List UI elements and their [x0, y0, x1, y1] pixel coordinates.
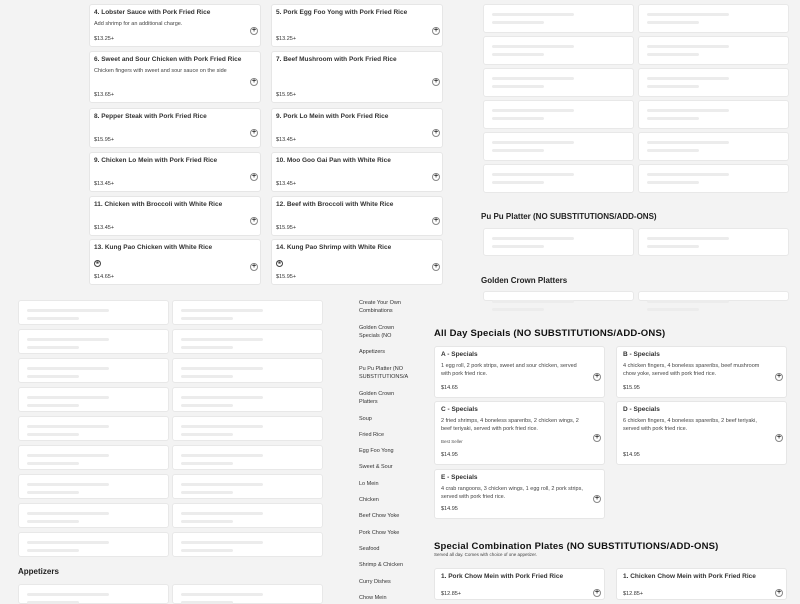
- placeholder-card: [172, 387, 323, 412]
- plus-icon[interactable]: +: [594, 589, 600, 596]
- menu-item-price: $13.25+: [276, 36, 297, 42]
- nav-item[interactable]: Curry Dishes: [359, 579, 391, 585]
- special-card[interactable]: [616, 346, 787, 398]
- menu-item-price: $13.45+: [94, 181, 115, 187]
- nav-item[interactable]: Beef Chow Yoke: [359, 513, 400, 519]
- plus-icon[interactable]: +: [433, 263, 439, 270]
- plus-icon[interactable]: +: [433, 78, 439, 85]
- plus-icon[interactable]: +: [433, 129, 439, 136]
- menu-item-price: $13.45+: [276, 137, 297, 143]
- menu-item-name: 7. Beef Mushroom with Pork Fried Rice: [276, 56, 397, 63]
- menu-item-card[interactable]: [89, 4, 261, 47]
- placeholder-card: [18, 584, 169, 604]
- placeholder-card: [483, 100, 634, 129]
- placeholder-card: [172, 532, 323, 557]
- placeholder-card: [18, 387, 169, 412]
- chili-icon: ❀: [95, 260, 100, 266]
- nav-item[interactable]: Soup: [359, 416, 372, 422]
- placeholder-card: [638, 68, 789, 97]
- nav-item[interactable]: Lo Mein: [359, 481, 379, 487]
- special-price: $14.65: [441, 385, 458, 391]
- combo-card[interactable]: [616, 568, 787, 600]
- menu-item-name: 12. Beef with Broccoli with White Rice: [276, 201, 394, 208]
- plus-icon[interactable]: +: [251, 217, 257, 224]
- nav-item[interactable]: Appetizers: [359, 349, 385, 355]
- nav-item[interactable]: Pork Chow Yoke: [359, 530, 400, 536]
- placeholder-card: [172, 445, 323, 470]
- menu-item-card[interactable]: [271, 51, 443, 103]
- plus-icon[interactable]: +: [251, 263, 257, 270]
- section-title-golden-crown-platters: Golden Crown Platters: [481, 276, 568, 285]
- combo-name: 1. Chicken Chow Mein with Pork Fried Rice: [623, 573, 756, 580]
- menu-item-price: $15.95+: [94, 137, 115, 143]
- nav-item[interactable]: Chow Mein: [359, 595, 387, 601]
- best-seller-badge: Best Seller: [441, 439, 463, 444]
- plus-icon[interactable]: +: [594, 373, 600, 380]
- placeholder-card: [18, 416, 169, 441]
- plus-icon[interactable]: +: [776, 434, 782, 441]
- special-price: $14.95: [441, 506, 458, 512]
- menu-item-price: $13.25+: [94, 36, 115, 42]
- placeholder-card: [638, 291, 789, 301]
- special-card[interactable]: [434, 469, 605, 519]
- menu-item-price: $15.95+: [276, 274, 297, 280]
- plus-icon[interactable]: +: [433, 173, 439, 180]
- menu-item-name: 13. Kung Pao Chicken with White Rice: [94, 244, 213, 251]
- section-title-combination-plates: Special Combination Plates (NO SUBSTITUTIONS/ADD-ONS): [434, 541, 719, 552]
- special-description: 6 chicken fingers, 4 boneless spareribs, 2 beef teriyaki, served with pork fried rice.: [623, 418, 757, 432]
- plus-icon[interactable]: +: [251, 173, 257, 180]
- special-description: 4 chicken fingers, 4 boneless spareribs, beef mushroom chow yoke, served with pork fried rice.: [623, 363, 760, 377]
- menu-item-card[interactable]: [271, 4, 443, 47]
- placeholder-card: [18, 532, 169, 557]
- special-card[interactable]: [616, 401, 787, 465]
- placeholder-card: [172, 300, 323, 325]
- plus-icon[interactable]: +: [433, 217, 439, 224]
- special-price: $14.95: [623, 452, 640, 458]
- placeholder-card: [483, 164, 634, 193]
- placeholder-card: [483, 132, 634, 161]
- combo-card[interactable]: [434, 568, 605, 600]
- special-description: 2 fried shrimps, 4 boneless spareribs, 2 chicken wings, 2 beef teriyaki, served with pork fried rice.: [441, 418, 579, 432]
- combo-price: $12.85+: [623, 591, 644, 597]
- placeholder-card: [18, 358, 169, 383]
- placeholder-card: [18, 474, 169, 499]
- placeholder-card: [483, 68, 634, 97]
- placeholder-card: [638, 132, 789, 161]
- section-title-pu-pu-platter: Pu Pu Platter (NO SUBSTITUTIONS/ADD-ONS): [481, 212, 657, 221]
- menu-item-description: Add shrimp for an additional charge.: [94, 21, 183, 27]
- menu-item-name: 14. Kung Pao Shrimp with White Rice: [276, 244, 392, 251]
- menu-item-price: $15.95+: [276, 225, 297, 231]
- special-name: C - Specials: [441, 406, 478, 413]
- special-price: $14.95: [441, 452, 458, 458]
- nav-item[interactable]: Golden Crown Platters: [359, 391, 395, 405]
- special-name: A - Specials: [441, 351, 478, 358]
- placeholder-card: [18, 329, 169, 354]
- chili-icon: ❀: [277, 260, 282, 266]
- menu-item-card[interactable]: [89, 51, 261, 103]
- special-name: B - Specials: [623, 351, 660, 358]
- plus-icon[interactable]: +: [251, 129, 257, 136]
- menu-item-name: 8. Pepper Steak with Pork Fried Rice: [94, 113, 207, 120]
- special-card[interactable]: [434, 346, 605, 398]
- menu-item-name: 10. Moo Goo Gai Pan with White Rice: [276, 157, 391, 164]
- menu-item-description: Chicken fingers with sweet and sour sauce on the side: [94, 68, 227, 74]
- placeholder-card: [638, 36, 789, 65]
- section-title-all-day-specials: All Day Specials (NO SUBSTITUTIONS/ADD-ONS): [434, 328, 666, 339]
- placeholder-card: [18, 445, 169, 470]
- placeholder-card: [483, 4, 634, 33]
- menu-item-card[interactable]: [271, 239, 443, 285]
- nav-item[interactable]: Sweet & Sour: [359, 464, 393, 470]
- plus-icon[interactable]: +: [594, 495, 600, 502]
- placeholder-card: [172, 503, 323, 528]
- placeholder-card: [483, 36, 634, 65]
- special-name: E - Specials: [441, 474, 478, 481]
- menu-item-price: $14.65+: [94, 274, 115, 280]
- menu-item-name: 9. Chicken Lo Mein with Pork Fried Rice: [94, 157, 218, 164]
- placeholder-card: [172, 329, 323, 354]
- menu-item-card[interactable]: [89, 196, 261, 236]
- menu-item-price: $13.45+: [94, 225, 115, 231]
- plus-icon[interactable]: +: [776, 373, 782, 380]
- section-subtitle: Served all day. Comes with choice of one appetizer.: [434, 552, 537, 557]
- placeholder-card: [172, 474, 323, 499]
- placeholder-card: [483, 291, 634, 301]
- menu-item-card[interactable]: [271, 108, 443, 148]
- placeholder-card: [172, 584, 323, 604]
- placeholder-card: [638, 4, 789, 33]
- plus-icon[interactable]: +: [251, 78, 257, 85]
- menu-item-price: $13.65+: [94, 92, 115, 98]
- plus-icon[interactable]: +: [433, 27, 439, 34]
- placeholder-card: [483, 228, 634, 256]
- special-price: $15.95: [623, 385, 640, 391]
- placeholder-card: [638, 100, 789, 129]
- menu-item-price: $15.95+: [276, 92, 297, 98]
- menu-item-name: 5. Pork Egg Foo Yong with Pork Fried Rice: [276, 9, 408, 16]
- menu-item-card[interactable]: [271, 152, 443, 192]
- nav-item[interactable]: Create Your Own Combinations: [359, 300, 401, 314]
- placeholder-card: [172, 358, 323, 383]
- menu-item-name: 9. Pork Lo Mein with Pork Fried Rice: [276, 113, 389, 120]
- menu-item-name: 6. Sweet and Sour Chicken with Pork Fried Rice: [94, 56, 242, 63]
- special-description: 1 egg roll, 2 pork strips, sweet and sour chicken, served with pork fried rice.: [441, 363, 577, 377]
- placeholder-card: [638, 164, 789, 193]
- menu-item-card[interactable]: [89, 108, 261, 148]
- nav-item[interactable]: Golden Crown Specials (NO: [359, 325, 395, 339]
- menu-item-name: 4. Lobster Sauce with Pork Fried Rice: [94, 9, 211, 16]
- menu-item-card[interactable]: [271, 196, 443, 236]
- menu-item-price: $13.45+: [276, 181, 297, 187]
- special-card[interactable]: [434, 401, 605, 465]
- placeholder-card: [18, 503, 169, 528]
- placeholder-card: [172, 416, 323, 441]
- placeholder-card: [18, 300, 169, 325]
- menu-item-card[interactable]: [89, 152, 261, 192]
- nav-item[interactable]: Egg Foo Yong: [359, 448, 394, 454]
- combo-name: 1. Pork Chow Mein with Pork Fried Rice: [441, 573, 564, 580]
- menu-item-name: 11. Chicken with Broccoli with White Rice: [94, 201, 223, 208]
- special-description: 4 crab rangoons, 3 chicken wings, 1 egg roll, 2 pork strips, served with pork fried rice.: [441, 486, 583, 500]
- plus-icon[interactable]: +: [776, 589, 782, 596]
- nav-item[interactable]: Fried Rice: [359, 432, 385, 438]
- plus-icon[interactable]: +: [594, 434, 600, 441]
- menu-item-card[interactable]: [89, 239, 261, 285]
- placeholder-card: [638, 228, 789, 256]
- combo-price: $12.85+: [441, 591, 462, 597]
- plus-icon[interactable]: +: [251, 27, 257, 34]
- nav-item[interactable]: Chicken: [359, 497, 379, 503]
- special-name: D - Specials: [623, 406, 660, 413]
- nav-item[interactable]: Shrimp & Chicken: [359, 562, 404, 568]
- nav-item[interactable]: Seafood: [359, 546, 380, 552]
- nav-item[interactable]: Pu Pu Platter (NO SUBSTITUTIONS/A: [359, 366, 409, 380]
- section-title-appetizers: Appetizers: [18, 567, 59, 576]
